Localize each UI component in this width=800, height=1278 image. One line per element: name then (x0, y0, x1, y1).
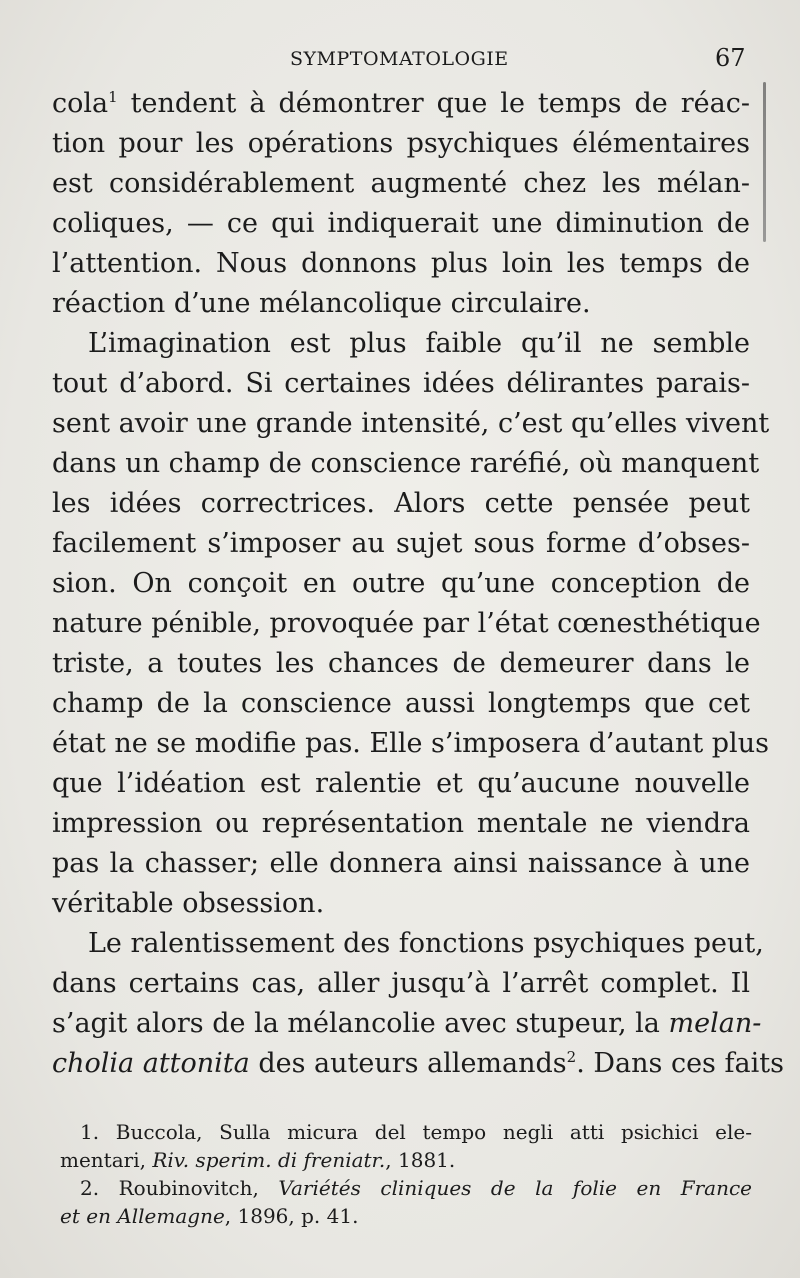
text-line: l’attention. Nous donnons plus loin les temps de (52, 248, 750, 279)
text-line: sion. On conçoit en outre qu’une conception de (52, 568, 750, 599)
footnote-1: 1. Buccola, Sulla micura del tempo negli atti psichici ele- (80, 1120, 752, 1144)
text-line: L’imagination est plus faible qu’il ne semble (88, 328, 750, 359)
text-line: tout d’abord. Si certaines idées délirantes parais- (52, 368, 750, 399)
text-line: est considérablement augmenté chez les mélan- (52, 168, 750, 199)
text-line: pas la chasser; elle donnera ainsi naissance à une (52, 848, 750, 879)
text-line: facilement s’imposer au sujet sous forme d’obses- (52, 528, 750, 559)
footnote-2-cont: et en Allemagne, 1896, p. 41. (60, 1204, 359, 1228)
text-line: s’agit alors de la mélancolie avec stupeur, la melan- (52, 1008, 762, 1039)
text-line: cholia attonita des auteurs allemands$^2$. Dans ces faits (52, 1048, 784, 1079)
body-text (52, 84, 784, 1084)
text-line: champ de la conscience aussi longtemps que cet (52, 688, 750, 719)
running-title: SYMPTOMATOLOGIE (290, 48, 509, 70)
page-number: 67 (715, 44, 746, 72)
text-line: Le ralentissement des fonctions psychiques peut, (88, 928, 764, 959)
footnotes (60, 1118, 752, 1230)
text-line: dans un champ de conscience raréfié, où manquent (52, 448, 760, 479)
footnote-ref: 2 (566, 1048, 577, 1066)
page-header (0, 44, 800, 74)
text-line: nature pénible, provoquée par l’état cœnesthétique (52, 608, 761, 639)
text-line: tion pour les opérations psychiques élémentaires (52, 128, 750, 159)
footnote-2: 2. Roubinovitch, Variétés cliniques de la folie en France (80, 1176, 753, 1200)
text-line: dans certains cas, aller jusqu’à l’arrêt complet. Il (52, 968, 750, 999)
text-line: coliques, — ce qui indiquerait une diminution de (52, 208, 750, 239)
text-line: sent avoir une grande intensité, c’est qu’elles vivent (52, 408, 770, 439)
footnote-ref: 1 (108, 88, 118, 106)
text-line: état ne se modifie pas. Elle s’imposera d’autant plus (52, 728, 769, 759)
margin-pencil-mark (763, 82, 766, 242)
text-line: que l’idéation est ralentie et qu’aucune nouvelle (52, 768, 750, 799)
text-line: véritable obsession. (52, 888, 325, 919)
text-line: impression ou représentation mentale ne viendra (52, 808, 750, 839)
text-line: triste, a toutes les chances de demeurer dans le (52, 648, 750, 679)
text-line: cola$^1$ tendent à démontrer que le temps de réac- (52, 88, 750, 119)
text-line: réaction d’une mélancolique circulaire. (52, 288, 591, 319)
footnote-1-cont: mentari, Riv. sperim. di freniatr., 1881. (60, 1148, 456, 1172)
text-line: les idées correctrices. Alors cette pensée peut (52, 488, 750, 519)
